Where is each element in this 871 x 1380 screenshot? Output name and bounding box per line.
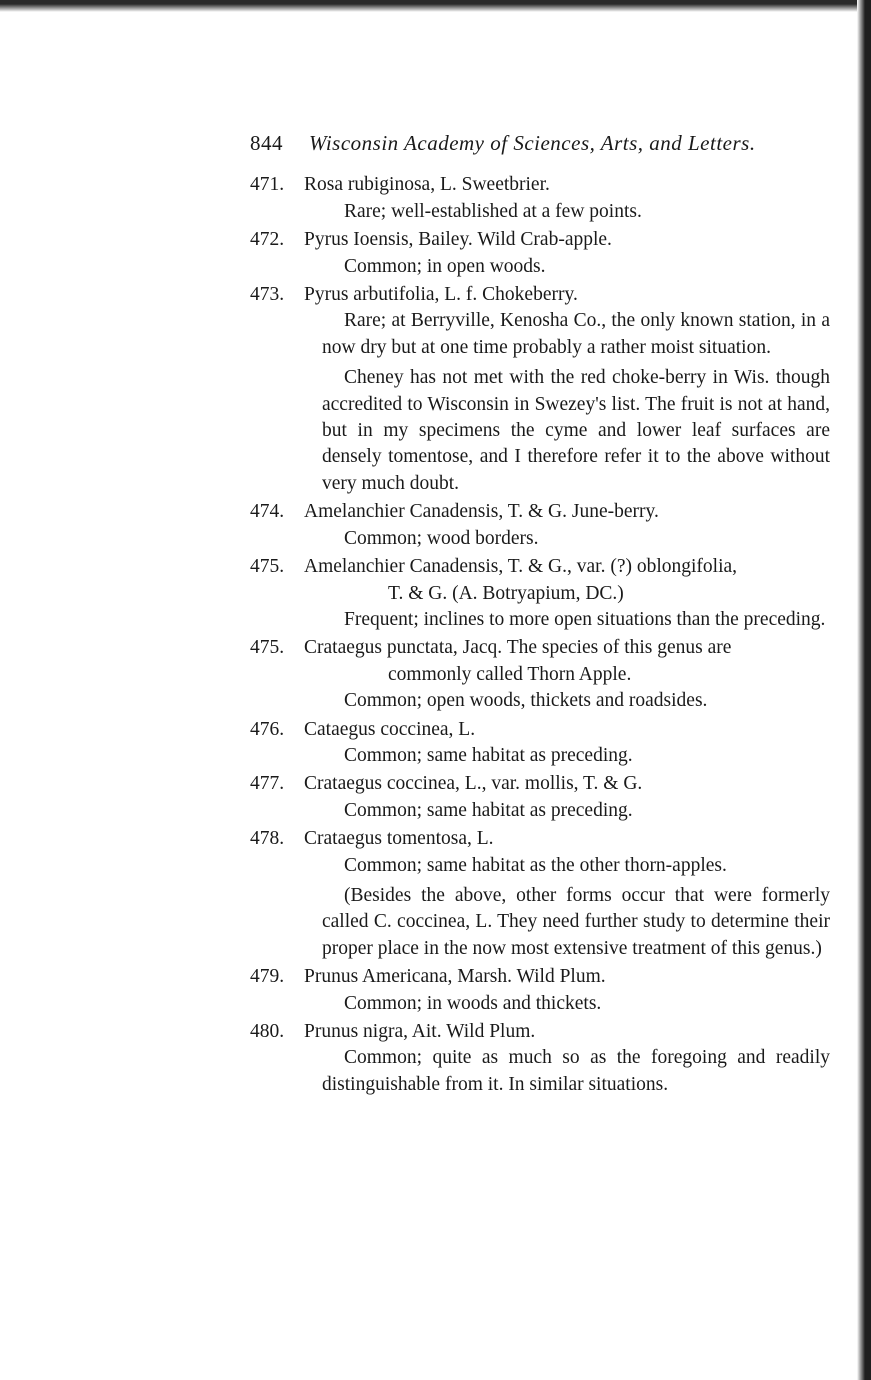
species-entry (250, 635, 830, 714)
entry-number: 480. (250, 1021, 285, 1042)
habitat-note: Common; in woods and thickets. (344, 992, 602, 1014)
entry-number: 471. (250, 174, 285, 196)
species-entry (250, 554, 830, 633)
species-entry (250, 172, 830, 225)
species-entry (250, 282, 830, 497)
entry-heading (250, 826, 830, 852)
entry-heading (250, 282, 830, 308)
scan-edge-top (0, 0, 871, 12)
species-name-continued: commonly called Thorn Apple. (388, 663, 632, 685)
page-body (250, 130, 830, 1100)
habitat-note: Common; same habitat as the other thorn-apples. (344, 854, 727, 876)
species-name: Crataegus tomentosa, L. (304, 828, 494, 850)
habitat-note: (Besides the above, other forms occur that were formerly called C. coccinea, L. They need further study to determine their proper place in the now most extensive treatment of this genus.) (322, 884, 830, 959)
entry-heading (250, 554, 830, 580)
species-name: Amelanchier Canadensis, T. & G. June-berry. (304, 501, 659, 523)
entry-number: 472. (250, 229, 285, 251)
habitat-note: Cheney has not met with the red choke-berry in Wis. though accredited to Wisconsin in Swezey's list. The fruit is not at hand, but in my specimens the cyme and lower leaf surfaces are densely tomentose, and I therefore refer it to the above without very much doubt. (322, 367, 830, 494)
habitat-note: Rare; at Berryville, Kenosha Co., the only known station, in a now dry but at one time probably a rather moist situation. (322, 310, 830, 358)
page-number: 844 (250, 131, 283, 155)
species-name: Cataegus coccinea, L. (304, 718, 476, 740)
entry-heading (250, 172, 830, 198)
species-name: Rosa rubiginosa, L. Sweetbrier. (304, 174, 550, 196)
habitat-note: Common; same habitat as preceding. (344, 799, 633, 821)
species-entry (250, 771, 830, 824)
species-name: Crataegus punctata, Jacq. The species of this genus are (304, 637, 732, 659)
habitat-note: Common; in open woods. (344, 255, 546, 277)
species-entry (250, 1019, 830, 1098)
species-entry (250, 826, 830, 962)
entry-heading (250, 635, 830, 661)
entry-heading (250, 717, 830, 743)
entry-number: 475. (250, 637, 285, 659)
habitat-note: Rare; well-established at a few points. (344, 200, 642, 222)
species-name: Crataegus coccinea, L., var. mollis, T. & G. (304, 773, 643, 795)
entry-heading (250, 771, 830, 797)
habitat-note: Frequent; inclines to more open situations than the preceding. (344, 608, 826, 630)
running-title: Wisconsin Academy of Sciences, Arts, and Letters. (309, 131, 756, 155)
entry-number: 473. (250, 284, 285, 306)
species-name: Prunus nigra, Ait. Wild Plum. (304, 1021, 536, 1042)
entry-heading (250, 964, 830, 990)
species-name: Pyrus arbutifolia, L. f. Chokeberry. (304, 284, 578, 306)
species-name: Prunus Americana, Marsh. Wild Plum. (304, 966, 606, 988)
entry-heading (250, 227, 830, 253)
entry-number: 478. (250, 828, 285, 850)
habitat-note: Common; wood borders. (344, 527, 539, 549)
species-list (250, 172, 830, 1098)
entry-number: 474. (250, 501, 285, 523)
entry-number: 476. (250, 718, 285, 740)
species-entry (250, 499, 830, 552)
entry-heading (250, 499, 830, 525)
species-entry (250, 227, 830, 280)
species-name-continued: T. & G. (A. Botryapium, DC.) (388, 582, 624, 604)
habitat-note: Common; same habitat as preceding. (344, 744, 633, 766)
entry-number: 477. (250, 773, 285, 795)
entry-heading (250, 1019, 830, 1045)
species-entry (250, 964, 830, 1017)
entry-number: 479. (250, 966, 285, 988)
page-header (250, 130, 830, 156)
species-name: Amelanchier Canadensis, T. & G., var. (?) oblongifolia, (304, 556, 738, 578)
scan-edge-right (857, 0, 871, 1380)
habitat-note: Common; quite as much so as the foregoing and readily distinguishable from it. In similar situations. (322, 1047, 830, 1095)
habitat-note: Common; open woods, thickets and roadsides. (344, 690, 708, 712)
entry-number: 475. (250, 556, 285, 578)
species-name: Pyrus Ioensis, Bailey. Wild Crab-apple. (304, 229, 612, 251)
species-entry (250, 717, 830, 770)
